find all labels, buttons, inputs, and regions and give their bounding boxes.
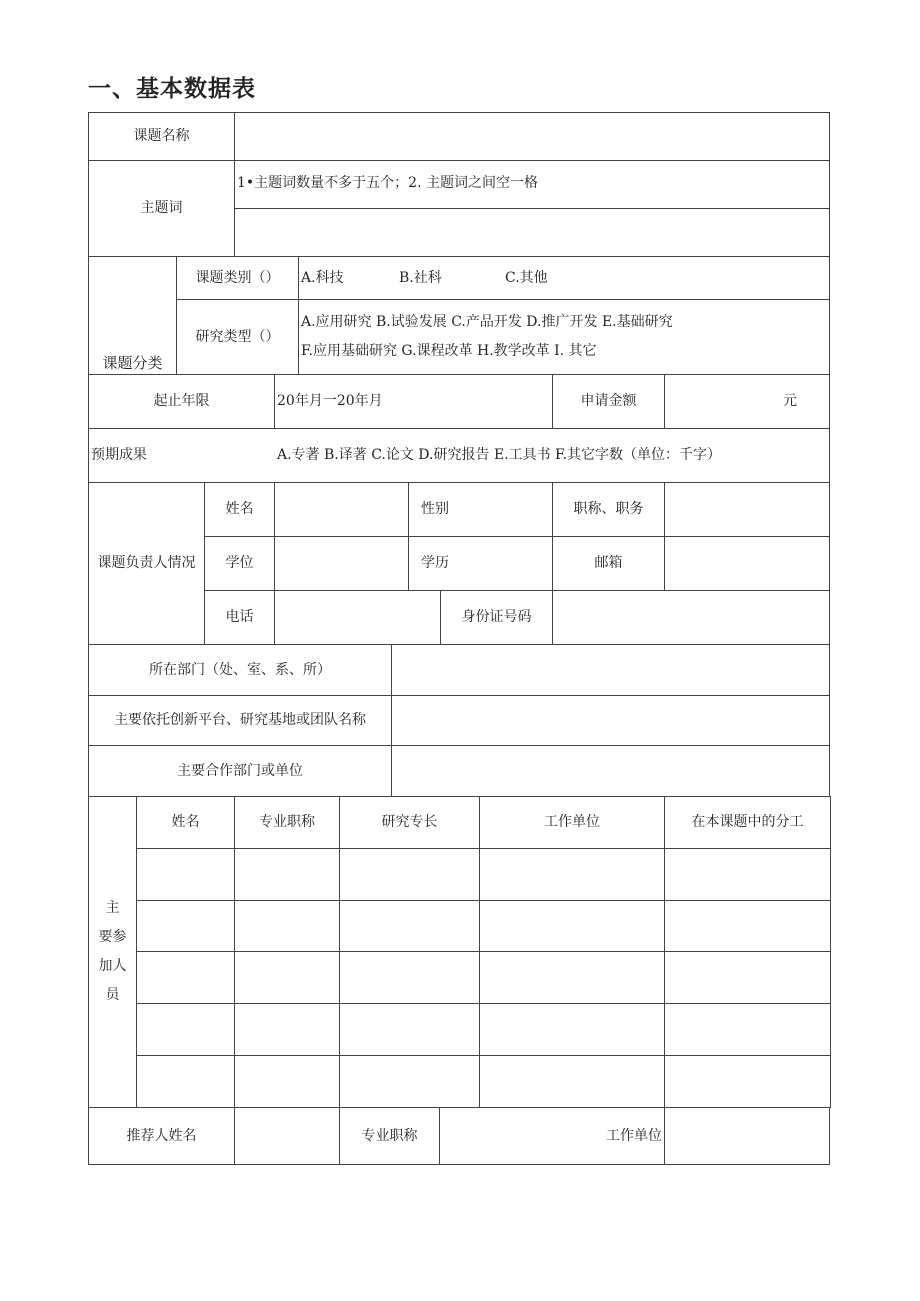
members-header: 研究专长 (339, 796, 480, 849)
members-cell[interactable] (339, 951, 480, 1004)
members-cell[interactable] (664, 951, 831, 1004)
keywords-hint: 1•主题词数量不多于五个；2. 主题词之间空一格 (234, 160, 830, 209)
members-cell[interactable] (479, 900, 665, 952)
page-title: 一、基本数据表 (88, 76, 256, 102)
leader-name-label: 姓名 (204, 482, 275, 537)
leader-email-field[interactable] (664, 536, 830, 591)
members-cell[interactable] (339, 848, 480, 901)
members-cell[interactable] (136, 1055, 235, 1108)
research-type-label: 研究类型（） (176, 299, 299, 375)
members-cell[interactable] (479, 1055, 665, 1108)
category-option-b[interactable]: B.社科 (399, 269, 442, 286)
leader-label: 课题负责人情况 (88, 482, 205, 645)
members-cell[interactable] (234, 900, 340, 952)
members-cell[interactable] (479, 848, 665, 901)
members-cell[interactable] (234, 951, 340, 1004)
platform-field[interactable] (391, 695, 830, 746)
leader-title-field[interactable] (664, 482, 830, 537)
keywords-field[interactable] (234, 208, 830, 257)
keywords-label: 主题词 (88, 160, 235, 257)
topic-name-label: 课题名称 (88, 112, 235, 161)
partner-label: 主要合作部门或单位 (88, 745, 392, 797)
category-option-c[interactable]: C.其他 (505, 269, 548, 286)
category-option-a[interactable]: A.科技 (301, 269, 344, 286)
amount-field[interactable]: 元 (664, 374, 830, 429)
leader-phone-field[interactable] (274, 590, 441, 645)
members-cell[interactable] (664, 848, 831, 901)
platform-label: 主要依托创新平台、研究基地或团队名称 (88, 695, 392, 746)
leader-id-label: 身份证号码 (440, 590, 553, 645)
research-type-line-1: A.应用研究 B.试验发展 C.产品开发 D.推广开发 E.基础研究 (301, 314, 673, 331)
period-value[interactable]: 20年月一20年月 (274, 374, 553, 429)
members-cell[interactable] (234, 848, 340, 901)
members-cell[interactable] (664, 900, 831, 952)
leader-gender-label: 性别 (408, 482, 553, 537)
outcome-label: 预期成果 (91, 447, 147, 464)
amount-label: 申请金额 (552, 374, 665, 429)
recommender-title-label: 专业职称 (339, 1107, 440, 1165)
members-cell[interactable] (136, 951, 235, 1004)
members-cell[interactable] (339, 1003, 480, 1056)
recommender-name-field[interactable] (234, 1107, 340, 1165)
dept-field[interactable] (391, 644, 830, 696)
members-cell[interactable] (479, 1003, 665, 1056)
recommender-name-label: 推荐人姓名 (88, 1107, 235, 1165)
members-label: 主 要参 加人 员 (88, 796, 137, 1108)
outcome-row[interactable] (88, 428, 830, 483)
members-cell[interactable] (234, 1003, 340, 1056)
topic-name-field[interactable] (234, 112, 830, 161)
recommender-org-label: 工作单位 (439, 1107, 665, 1165)
members-cell[interactable] (234, 1055, 340, 1108)
partner-field[interactable] (391, 745, 830, 797)
research-type-line-2: F.应用基础研究 G.课程改革 H.教学改革 I. 其它 (301, 343, 597, 359)
leader-title-label: 职称、职务 (552, 482, 665, 537)
outcome-options: A.专著 B.译著 C.论文 D.研究报告 E.工具书 F.其它字数（单位：千字） (277, 447, 722, 464)
members-cell[interactable] (479, 951, 665, 1004)
leader-degree-field[interactable] (274, 536, 409, 591)
members-header: 在本课题中的分工 (664, 796, 831, 849)
members-header: 工作单位 (479, 796, 665, 849)
category-label: 课题类别（） (176, 256, 299, 300)
leader-education-label: 学历 (408, 536, 553, 591)
members-cell[interactable] (136, 900, 235, 952)
members-cell[interactable] (136, 848, 235, 901)
members-header: 姓名 (136, 796, 235, 849)
leader-phone-label: 电话 (204, 590, 275, 645)
leader-degree-label: 学位 (204, 536, 275, 591)
leader-email-label: 邮箱 (552, 536, 665, 591)
members-header: 专业职称 (234, 796, 340, 849)
dept-label: 所在部门（处、室、系、所） (88, 644, 392, 696)
category-options[interactable] (298, 256, 830, 300)
recommender-org-field[interactable] (664, 1107, 830, 1165)
members-cell[interactable] (664, 1003, 831, 1056)
classification-label: 课题分类 (88, 256, 177, 375)
members-cell[interactable] (339, 1055, 480, 1108)
leader-id-field[interactable] (552, 590, 830, 645)
period-label: 起止年限 (88, 374, 275, 429)
members-cell[interactable] (664, 1055, 831, 1108)
research-type-options[interactable] (298, 299, 830, 375)
leader-name-field[interactable] (274, 482, 409, 537)
members-cell[interactable] (339, 900, 480, 952)
members-cell[interactable] (136, 1003, 235, 1056)
